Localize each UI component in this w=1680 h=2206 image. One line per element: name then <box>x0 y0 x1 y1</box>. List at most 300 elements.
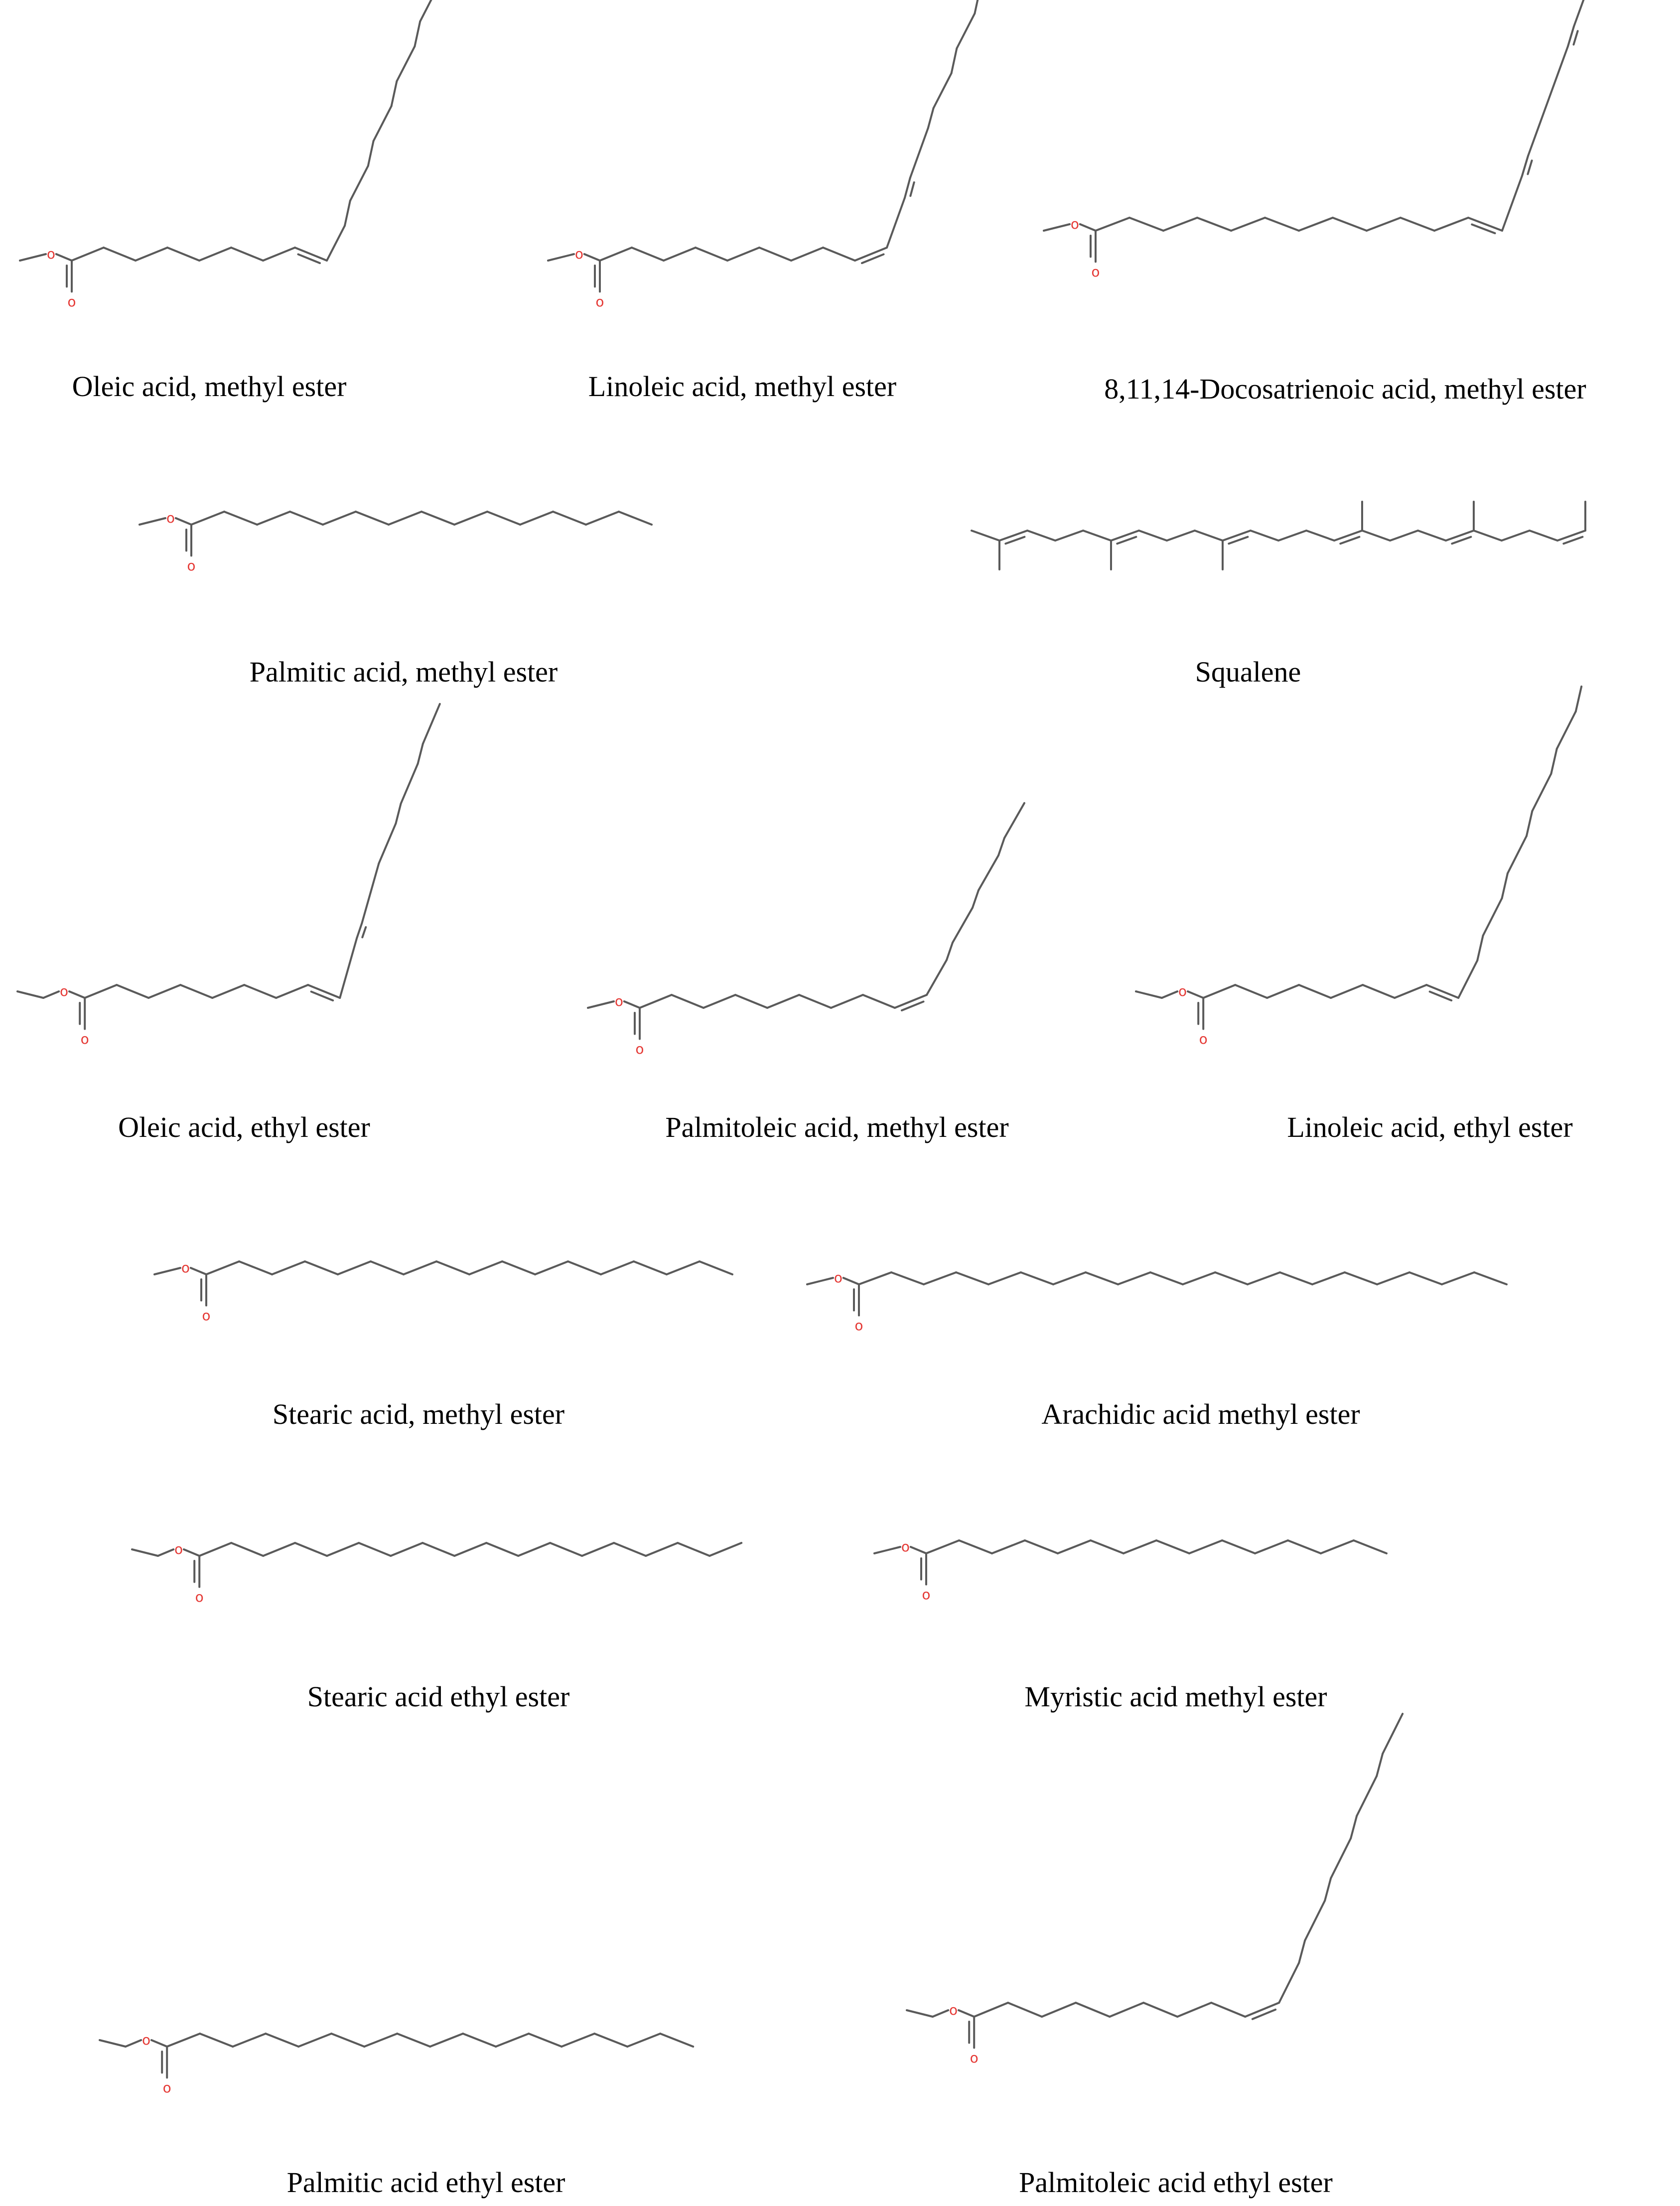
single-bond <box>1162 991 1177 998</box>
single-bond <box>391 1543 422 1556</box>
single-bond <box>953 908 973 943</box>
single-bond <box>584 254 600 261</box>
double-bond-inner <box>1573 31 1577 44</box>
molecule-palmitoleic-acid-ethyl-ester <box>907 1714 1402 2199</box>
single-bond <box>568 1261 601 1274</box>
single-bond <box>1377 1754 1383 1776</box>
molecule-squalene <box>972 502 1585 688</box>
single-bond <box>891 1272 924 1284</box>
methyl-bond <box>588 1001 614 1008</box>
molecule-name: 8,11,14-Docosatrienoic acid, methyl ester <box>1104 373 1586 405</box>
single-bond <box>463 2034 496 2047</box>
single-bond <box>176 518 191 525</box>
single-bond <box>928 108 934 128</box>
oxygen-atom: o <box>834 1269 842 1286</box>
single-bond <box>696 248 727 261</box>
single-bond <box>1189 1540 1222 1553</box>
methyl-bond <box>807 1278 833 1284</box>
single-bond <box>727 248 759 261</box>
single-bond <box>257 512 290 525</box>
oxygen-atom: o <box>195 1589 204 1606</box>
single-bond <box>924 1272 956 1284</box>
molecule-stearic-acid-methyl-ester <box>154 1259 732 1430</box>
single-bond <box>379 824 396 863</box>
single-bond <box>374 106 392 141</box>
single-bond <box>1333 218 1367 231</box>
oxygen-atom: o <box>970 2050 979 2067</box>
single-bond <box>263 1543 295 1556</box>
single-bond <box>1055 531 1083 541</box>
single-bond <box>1312 1272 1345 1284</box>
single-bond <box>678 1543 709 1556</box>
single-bond <box>338 1261 371 1274</box>
single-bond <box>167 2034 200 2047</box>
oxygen-atom: o <box>1070 216 1079 232</box>
single-bond <box>959 2010 974 2017</box>
single-bond <box>298 2034 331 2047</box>
single-bond <box>1265 218 1299 231</box>
oxygen-atom: o <box>187 557 196 574</box>
single-bond <box>933 2010 948 2017</box>
single-bond <box>1267 985 1299 998</box>
single-bond <box>1139 531 1167 541</box>
single-bond <box>1502 176 1522 231</box>
single-bond <box>1280 1272 1312 1284</box>
single-bond <box>959 1540 992 1553</box>
ethyl-bond <box>17 991 43 998</box>
single-bond <box>1305 1901 1325 1940</box>
single-bond <box>672 995 703 1008</box>
single-bond <box>646 1543 678 1556</box>
single-bond <box>206 1261 239 1274</box>
single-bond <box>392 81 397 106</box>
single-bond <box>231 248 263 261</box>
ethyl-bond <box>1136 991 1162 998</box>
molecule-linoleic-acid-ethyl-ester <box>1136 687 1581 1143</box>
oxygen-atom: o <box>595 293 604 310</box>
single-bond <box>823 248 855 261</box>
single-bond <box>863 995 895 1008</box>
single-bond <box>368 141 374 166</box>
single-bond <box>1363 985 1395 998</box>
single-bond <box>1251 531 1278 541</box>
single-bond <box>1027 531 1055 541</box>
molecule-oleic-acid-methyl-ester <box>20 0 443 403</box>
double-bond <box>357 923 362 938</box>
single-bond <box>1279 1963 1299 2003</box>
single-bond <box>397 46 415 81</box>
single-bond <box>199 248 231 261</box>
single-bond <box>975 0 980 13</box>
single-bond <box>362 863 379 923</box>
single-bond <box>561 2034 594 2047</box>
single-bond <box>529 2034 561 2047</box>
single-bond <box>1321 1540 1354 1553</box>
single-bond <box>911 1547 926 1553</box>
single-bond <box>1306 531 1334 541</box>
double-bond <box>1223 531 1251 541</box>
single-bond <box>1557 711 1576 749</box>
single-bond <box>148 985 180 998</box>
single-bond <box>952 48 957 73</box>
single-bond <box>973 890 979 908</box>
single-bond <box>1377 1272 1409 1284</box>
single-bond <box>184 1549 199 1556</box>
oxygen-atom: o <box>1199 1031 1208 1048</box>
methyl-bond <box>140 518 165 525</box>
single-bond <box>415 21 420 46</box>
single-bond <box>1331 1838 1351 1878</box>
single-bond <box>1042 2003 1076 2017</box>
oxygen-atom: o <box>166 510 175 526</box>
molecule-name: Oleic acid, ethyl ester <box>118 1111 370 1143</box>
single-bond <box>1188 991 1203 998</box>
single-bond <box>887 198 905 248</box>
single-bond <box>85 985 117 998</box>
single-bond <box>640 995 672 1008</box>
molecule-name: Arachidic acid methyl ester <box>1041 1398 1360 1430</box>
single-bond <box>1086 1272 1118 1284</box>
single-bond <box>371 1261 404 1274</box>
single-bond <box>43 991 59 998</box>
single-bond <box>364 2034 397 2047</box>
single-bond <box>1222 1540 1255 1553</box>
single-bond <box>266 2034 298 2047</box>
single-bond <box>323 512 356 525</box>
single-bond <box>735 995 767 1008</box>
oxygen-atom: o <box>635 1041 644 1058</box>
single-bond <box>401 764 418 804</box>
oxygen-atom: o <box>46 246 55 262</box>
single-bond <box>553 512 586 525</box>
single-bond <box>1528 101 1548 156</box>
single-bond <box>1167 531 1195 541</box>
single-bond <box>979 855 998 890</box>
single-bond <box>1400 218 1434 231</box>
single-bond <box>1091 1540 1123 1553</box>
single-bond <box>1530 531 1557 541</box>
single-bond <box>624 1001 640 1008</box>
oxygen-atom: o <box>1091 264 1100 280</box>
single-bond <box>859 1272 891 1284</box>
single-bond <box>224 512 257 525</box>
single-bond <box>1083 531 1111 541</box>
single-bond <box>998 838 1004 855</box>
single-bond <box>1177 2003 1211 2017</box>
single-bond <box>305 1261 338 1274</box>
single-bond <box>1532 774 1551 811</box>
single-bond <box>1288 1540 1321 1553</box>
single-bond <box>69 991 85 998</box>
single-bond <box>345 201 350 226</box>
single-bond <box>947 943 953 960</box>
methyl-bond <box>874 1547 900 1553</box>
single-bond <box>486 1543 518 1556</box>
single-bond <box>1163 218 1197 231</box>
single-bond <box>469 1261 502 1274</box>
single-bond <box>231 1543 263 1556</box>
ethyl-bond <box>907 2010 933 2017</box>
single-bond <box>1354 1540 1387 1553</box>
molecule-linoleic-acid-methyl-ester <box>548 0 1021 403</box>
molecule-arachidic-acid-methyl-ester <box>807 1269 1507 1430</box>
ethyl-bond <box>100 2040 126 2047</box>
single-bond <box>1345 1272 1377 1284</box>
molecule-name: Palmitic acid, methyl ester <box>249 656 558 688</box>
single-bond <box>180 985 212 998</box>
single-bond <box>1474 531 1502 541</box>
molecule-name: Linoleic acid, methyl ester <box>588 370 897 403</box>
single-bond <box>1390 531 1418 541</box>
single-bond <box>117 985 148 998</box>
single-bond <box>535 1261 568 1274</box>
single-bond <box>767 995 799 1008</box>
methyl-bond <box>20 254 46 261</box>
oxygen-atom: o <box>614 993 623 1009</box>
single-bond <box>151 2040 167 2047</box>
single-bond <box>1025 1540 1058 1553</box>
single-bond <box>1195 531 1223 541</box>
single-bond <box>1574 0 1594 26</box>
single-bond <box>1008 2003 1042 2017</box>
single-bond <box>233 2034 266 2047</box>
oxygen-atom: o <box>949 2002 958 2018</box>
double-bond-inner <box>1253 2010 1275 2019</box>
single-bond <box>634 1261 667 1274</box>
single-bond <box>1477 936 1483 961</box>
single-bond <box>1442 1272 1474 1284</box>
single-bond <box>396 804 401 824</box>
double-bond <box>1446 531 1474 541</box>
single-bond <box>1150 1272 1183 1284</box>
single-bond <box>1235 985 1267 998</box>
double-bond-inner <box>910 182 914 196</box>
single-bond <box>191 1268 206 1274</box>
single-bond <box>272 1261 305 1274</box>
single-bond <box>1255 1540 1288 1553</box>
single-bond <box>397 2034 430 2047</box>
single-bond <box>421 512 454 525</box>
single-bond <box>420 0 438 21</box>
single-bond <box>418 744 423 764</box>
single-bond <box>212 985 244 998</box>
single-bond <box>1474 1272 1507 1284</box>
oxygen-atom: o <box>922 1586 931 1603</box>
single-bond <box>1076 2003 1110 2017</box>
single-bond <box>1576 687 1581 711</box>
single-bond <box>350 166 368 201</box>
single-bond <box>582 1543 614 1556</box>
single-bond <box>974 2003 1008 2017</box>
single-bond <box>200 2034 233 2047</box>
single-bond <box>988 1272 1021 1284</box>
single-bond <box>1331 985 1363 998</box>
single-bond <box>831 995 863 1008</box>
single-bond <box>423 704 440 744</box>
single-bond <box>454 1543 486 1556</box>
single-bond <box>1118 1272 1150 1284</box>
single-bond <box>700 1261 732 1274</box>
oxygen-atom: o <box>1178 983 1187 999</box>
molecule-name: Stearic acid ethyl ester <box>307 1680 570 1713</box>
molecule-stearic-acid-ethyl-ester <box>132 1541 741 1713</box>
single-bond <box>1215 1272 1248 1284</box>
single-bond <box>1502 873 1508 898</box>
molecule-name: Palmitoleic acid, methyl ester <box>665 1111 1009 1143</box>
single-bond <box>56 254 72 261</box>
single-bond <box>1299 985 1331 998</box>
single-bond <box>1096 218 1129 231</box>
single-bond <box>632 248 664 261</box>
single-bond <box>199 1543 231 1556</box>
double-bond-inner <box>362 927 366 937</box>
single-bond <box>1458 961 1477 998</box>
single-bond <box>1299 1940 1305 1963</box>
single-bond <box>72 248 104 261</box>
single-bond <box>389 512 421 525</box>
single-bond <box>1143 2003 1177 2017</box>
single-bond <box>600 248 632 261</box>
single-bond <box>295 1543 327 1556</box>
methyl-bond <box>1044 224 1070 231</box>
molecule-name: Palmitoleic acid ethyl ester <box>1019 2166 1333 2199</box>
single-bond <box>1418 531 1446 541</box>
molecule-oleic-acid-ethyl-ester <box>17 704 440 1143</box>
single-bond <box>1508 836 1527 873</box>
methyl-bond <box>154 1268 180 1274</box>
molecule-name: Myristic acid methyl ester <box>1024 1680 1327 1713</box>
molecule-name: Linoleic acid, ethyl ester <box>1287 1111 1573 1143</box>
single-bond <box>327 226 345 261</box>
single-bond <box>660 2034 693 2047</box>
single-bond <box>1123 1540 1156 1553</box>
single-bond <box>126 2040 141 2047</box>
single-bond <box>430 2034 463 2047</box>
single-bond <box>910 128 928 178</box>
double-bond <box>999 531 1027 541</box>
single-bond <box>104 248 136 261</box>
single-bond <box>1278 531 1306 541</box>
single-bond <box>1527 811 1532 836</box>
single-bond <box>1110 2003 1143 2017</box>
molecule-name: Oleic acid, methyl ester <box>72 370 347 403</box>
single-bond <box>1383 1714 1402 1754</box>
ethyl-bond <box>132 1549 158 1556</box>
single-bond <box>1183 1272 1215 1284</box>
single-bond <box>1248 1272 1280 1284</box>
single-bond <box>1434 218 1468 231</box>
single-bond <box>359 1543 391 1556</box>
single-bond <box>703 995 735 1008</box>
single-bond <box>926 1540 959 1553</box>
single-bond <box>331 2034 364 2047</box>
molecule-name: Squalene <box>1195 656 1301 688</box>
single-bond <box>1409 1272 1442 1284</box>
oxygen-atom: o <box>574 246 583 262</box>
oxygen-atom: o <box>174 1541 183 1557</box>
single-bond <box>158 1549 173 1556</box>
single-bond <box>1058 1540 1091 1553</box>
single-bond <box>1203 985 1235 998</box>
single-bond <box>843 1278 859 1284</box>
single-bond <box>956 1272 988 1284</box>
single-bond <box>1325 1878 1331 1901</box>
single-bond <box>957 13 975 48</box>
molecule-palmitic-acid-methyl-ester <box>140 510 652 688</box>
single-bond <box>934 73 952 108</box>
single-bond <box>619 512 652 525</box>
molecule-name: Stearic acid, methyl ester <box>272 1398 565 1430</box>
double-bond <box>1557 531 1585 541</box>
oxygen-atom: o <box>181 1259 190 1276</box>
double-bond <box>1334 531 1362 541</box>
single-bond <box>709 1543 741 1556</box>
oxygen-atom: o <box>162 2079 171 2096</box>
single-bond <box>1211 2003 1245 2017</box>
single-bond <box>276 985 308 998</box>
single-bond <box>1502 531 1530 541</box>
double-bond <box>1111 531 1139 541</box>
single-bond <box>244 985 276 998</box>
single-bond <box>1357 1776 1377 1816</box>
single-bond <box>1021 1272 1053 1284</box>
single-bond <box>496 2034 529 2047</box>
single-bond <box>1004 803 1024 838</box>
single-bond <box>1129 218 1163 231</box>
single-bond <box>436 1261 469 1274</box>
methyl-bond <box>548 254 574 261</box>
oxygen-atom: o <box>854 1317 863 1334</box>
single-bond <box>1367 218 1400 231</box>
molecule-myristic-acid-methyl-ester <box>874 1538 1387 1713</box>
single-bond <box>1551 749 1556 774</box>
single-bond <box>586 512 619 525</box>
single-bond <box>518 1543 550 1556</box>
single-bond <box>454 512 487 525</box>
single-bond <box>667 1261 700 1274</box>
molecule-palmitic-acid-ethyl-ester <box>100 2032 693 2199</box>
single-bond <box>1053 1272 1086 1284</box>
single-bond <box>1483 898 1502 936</box>
oxygen-atom: o <box>901 1538 910 1555</box>
single-bond <box>614 1543 646 1556</box>
oxygen-atom: o <box>202 1307 211 1324</box>
oxygen-atom: o <box>60 983 69 999</box>
single-bond <box>356 512 389 525</box>
molecule-palmitoleic-acid-methyl-ester <box>588 803 1024 1143</box>
single-bond <box>487 512 520 525</box>
double-bond-inner <box>1528 160 1532 174</box>
single-bond <box>627 2034 660 2047</box>
single-bond <box>1299 218 1333 231</box>
single-bond <box>239 1261 272 1274</box>
single-bond <box>422 1543 454 1556</box>
single-bond <box>1197 218 1231 231</box>
oxygen-atom: o <box>142 2032 151 2048</box>
double-bond <box>905 178 910 198</box>
single-bond <box>759 248 791 261</box>
single-bond <box>340 938 357 998</box>
single-bond <box>1548 46 1568 101</box>
single-bond <box>1395 985 1426 998</box>
single-bond <box>594 2034 627 2047</box>
single-bond <box>263 248 295 261</box>
single-bond <box>550 1543 582 1556</box>
single-bond <box>664 248 696 261</box>
single-bond <box>601 1261 634 1274</box>
single-bond <box>791 248 823 261</box>
single-bond <box>1362 531 1390 541</box>
